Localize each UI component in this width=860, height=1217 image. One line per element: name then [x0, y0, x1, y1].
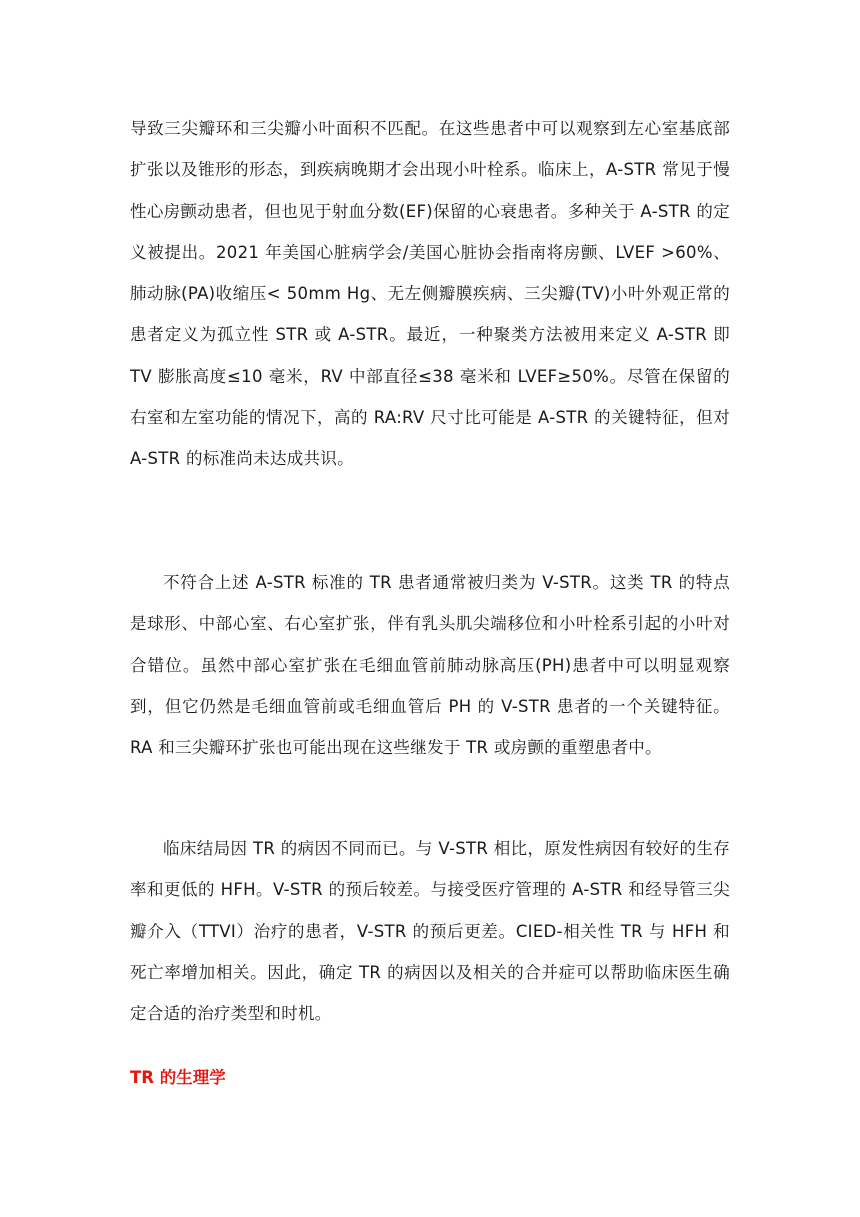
section-heading-tr-physiology: TR 的生理学 — [130, 1068, 226, 1087]
paragraph-ventricular-str: 不符合上述 A-STR 标准的 TR 患者通常被归类为 V-STR。这类 TR 的特点是球形、中部心室、右心室扩张，伴有乳头肌尖端移位和小叶栓系引起的小叶对合错位。虽然中部心室扩张在毛细血管前肺动脉高压(PH)患者中可以明显观察到，但它仍然是毛细血管前或毛细血管后 PH 的 V-STR 患者的一个关键特征。RA 和三尖瓣环扩张也可能出现在这些继发于 TR 或房颤的重塑患者中。 — [130, 573, 730, 758]
paragraph-clinical-outcome: 临床结局因 TR 的病因不同而已。与 V-STR 相比，原发性病因有较好的生存率和更低的 HFH。V-STR 的预后较差。与接受医疗管理的 A-STR 和经导管三尖瓣介入（TTVI）治疗的患者，V-STR 的预后更差。CIED-相关性 TR 与 HFH 和死亡率增加相关。因此，确定 TR 的病因以及相关的合并症可以帮助临床医生确定合适的治疗类型和时机。 — [130, 839, 730, 1024]
paragraph-atrial-str: 导致三尖瓣环和三尖瓣小叶面积不匹配。在这些患者中可以观察到左心室基底部扩张以及锥形的形态，到疾病晚期才会出现小叶栓系。临床上，A-STR 常见于慢性心房颤动患者，但也见于射血分数(EF)保留的心衰患者。多种关于 A-STR 的定义被提出。2021 年美国心脏病学会/美国心脏协会指南将房颤、LVEF >60%、肺动脉(PA)收缩压< 50mm Hg、无左侧瓣膜疾病、三尖瓣(TV)小叶外观正常的患者定义为孤立性 STR 或 A-STR。最近，一种聚类方法被用来定义 A-STR 即 TV 膨胀高度≤10 毫米，RV 中部直径≤38 毫米和 LVEF≥50%。尽管在保留的右室和左室功能的情况下，高的 RA:RV 尺寸比可能是 A-STR 的关键特征，但对 A-STR 的标准尚未达成共识。 — [130, 119, 730, 469]
